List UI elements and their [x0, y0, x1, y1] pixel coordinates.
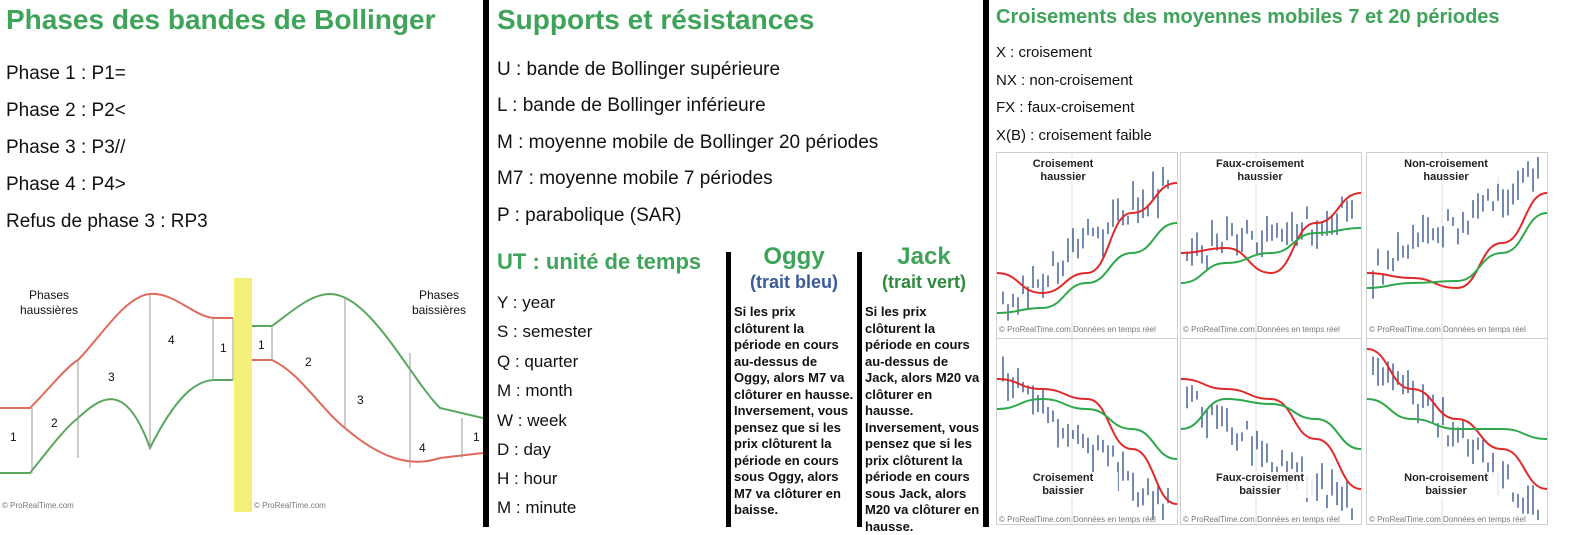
phase-item-2: Phase 2 : P2< — [6, 100, 126, 121]
jack-text: Si les prix clôturent la période en cours au-dessus de Jack, alors M20 va clôturer en hausse. Inversement, vous pensez que si les prix clôturent la période en cours sous Jack, alors M20 va clôturer en hausse. — [865, 304, 980, 534]
ut-item-semester: S : semester — [497, 322, 593, 341]
chart-caption-4: Croisement baissier — [1008, 472, 1118, 498]
chart-watermark-1: © ProRealTime.com Données en temps réel — [999, 325, 1156, 334]
down-phase-1: 1 — [258, 338, 265, 352]
sr-item-p: P : parabolique (SAR) — [497, 205, 682, 226]
oggy-bar — [726, 252, 731, 527]
ut-item-week: W : week — [497, 411, 567, 430]
chart-caption-2: Faux-croisement haussier — [1205, 158, 1315, 184]
right-title: Croisements des moyennes mobiles 7 et 20 périodes — [996, 6, 1500, 28]
sr-item-l: L : bande de Bollinger inférieure — [497, 95, 766, 116]
diagram-watermark-right: © ProRealTime.com — [254, 501, 326, 510]
phase-item-1: Phase 1 : P1= — [6, 63, 126, 84]
ma-green-line — [1181, 228, 1361, 283]
chart-caption-3: Non-croisement haussier — [1391, 158, 1501, 184]
chart-watermark-3: © ProRealTime.com Données en temps réel — [1369, 325, 1526, 334]
ma-red-line — [1367, 349, 1547, 489]
lower-band-up — [0, 380, 233, 473]
ma-red-line — [997, 183, 1177, 293]
chart-caption-5: Faux-croisement baissier — [1205, 472, 1315, 498]
chart-watermark-6: © ProRealTime.com Données en temps réel — [1369, 515, 1526, 524]
phase-item-refus: Refus de phase 3 : RP3 — [6, 211, 208, 232]
middle-title: Supports et résistances — [497, 4, 815, 35]
ma-green-line — [997, 399, 1177, 459]
column-separator-right — [983, 0, 989, 527]
cross-item-nx: NX : non-croisement — [996, 72, 1133, 89]
chart-caption-1: Croisement haussier — [1008, 158, 1118, 184]
ut-item-hour: H : hour — [497, 469, 558, 488]
up-phase-2: 2 — [51, 416, 58, 430]
phase-item-3: Phase 3 : P3// — [6, 137, 126, 158]
ut-item-quarter: Q : quarter — [497, 352, 579, 371]
column-separator-left — [483, 0, 489, 527]
chart-watermark-4: © ProRealTime.com Données en temps réel — [999, 515, 1156, 524]
chart-caption-6: Non-croisement baissier — [1391, 472, 1501, 498]
up-phase-1b: 1 — [220, 341, 227, 355]
down-phase-1b: 1 — [473, 430, 480, 444]
ut-item-day: D : day — [497, 440, 551, 459]
ma-green-line — [1181, 399, 1361, 449]
cross-item-xb: X(B) : croisement faible — [996, 127, 1152, 144]
ma-green-line — [997, 223, 1177, 313]
sr-item-u: U : bande de Bollinger supérieure — [497, 59, 781, 80]
jack-subtitle: (trait vert) — [881, 272, 966, 292]
cross-item-x: X : croisement — [996, 44, 1092, 61]
jack-bar — [857, 252, 862, 527]
ut-item-month: M : month — [497, 381, 573, 400]
oggy-text: Si les prix clôturent la période en cours au-dessus de Oggy, alors M7 va clôturer en hausse. Inversement, vous pensez que si les prix clôturent la période en cours sous Oggy, alors M7 va clôturer en baisse. — [734, 304, 854, 517]
diagram-label-up: Phases haussières — [19, 288, 79, 317]
phase-divider-yellow — [234, 278, 252, 512]
diagram-watermark-left: © ProRealTime.com — [2, 501, 74, 510]
oggy-title: Oggy — [763, 243, 825, 270]
sr-item-m7: M7 : moyenne mobile 7 périodes — [497, 168, 773, 189]
cross-item-fx: FX : faux-croisement — [996, 99, 1135, 116]
down-phase-3: 3 — [357, 393, 364, 407]
ut-title: UT : unité de temps — [497, 249, 702, 274]
chart-watermark-5: © ProRealTime.com Données en temps réel — [1183, 515, 1340, 524]
down-phase-4: 4 — [419, 441, 426, 455]
ut-item-minute: M : minute — [497, 498, 577, 517]
chart-watermark-2: © ProRealTime.com Données en temps réel — [1183, 325, 1340, 334]
oggy-subtitle: (trait bleu) — [750, 272, 838, 292]
phase-item-4: Phase 4 : P4> — [6, 174, 126, 195]
up-phase-3: 3 — [108, 370, 115, 384]
up-phase-1: 1 — [10, 430, 17, 444]
left-title: Phases des bandes de Bollinger — [6, 4, 436, 35]
down-phase-2: 2 — [305, 355, 312, 369]
sr-item-m: M : moyenne mobile de Bollinger 20 périodes — [497, 132, 879, 153]
ut-item-year: Y : year — [497, 293, 556, 312]
ma-red-line — [1181, 193, 1361, 273]
jack-title: Jack — [897, 243, 951, 270]
diagram-label-down: Phases baissières — [411, 288, 467, 317]
up-phase-4: 4 — [168, 333, 175, 347]
